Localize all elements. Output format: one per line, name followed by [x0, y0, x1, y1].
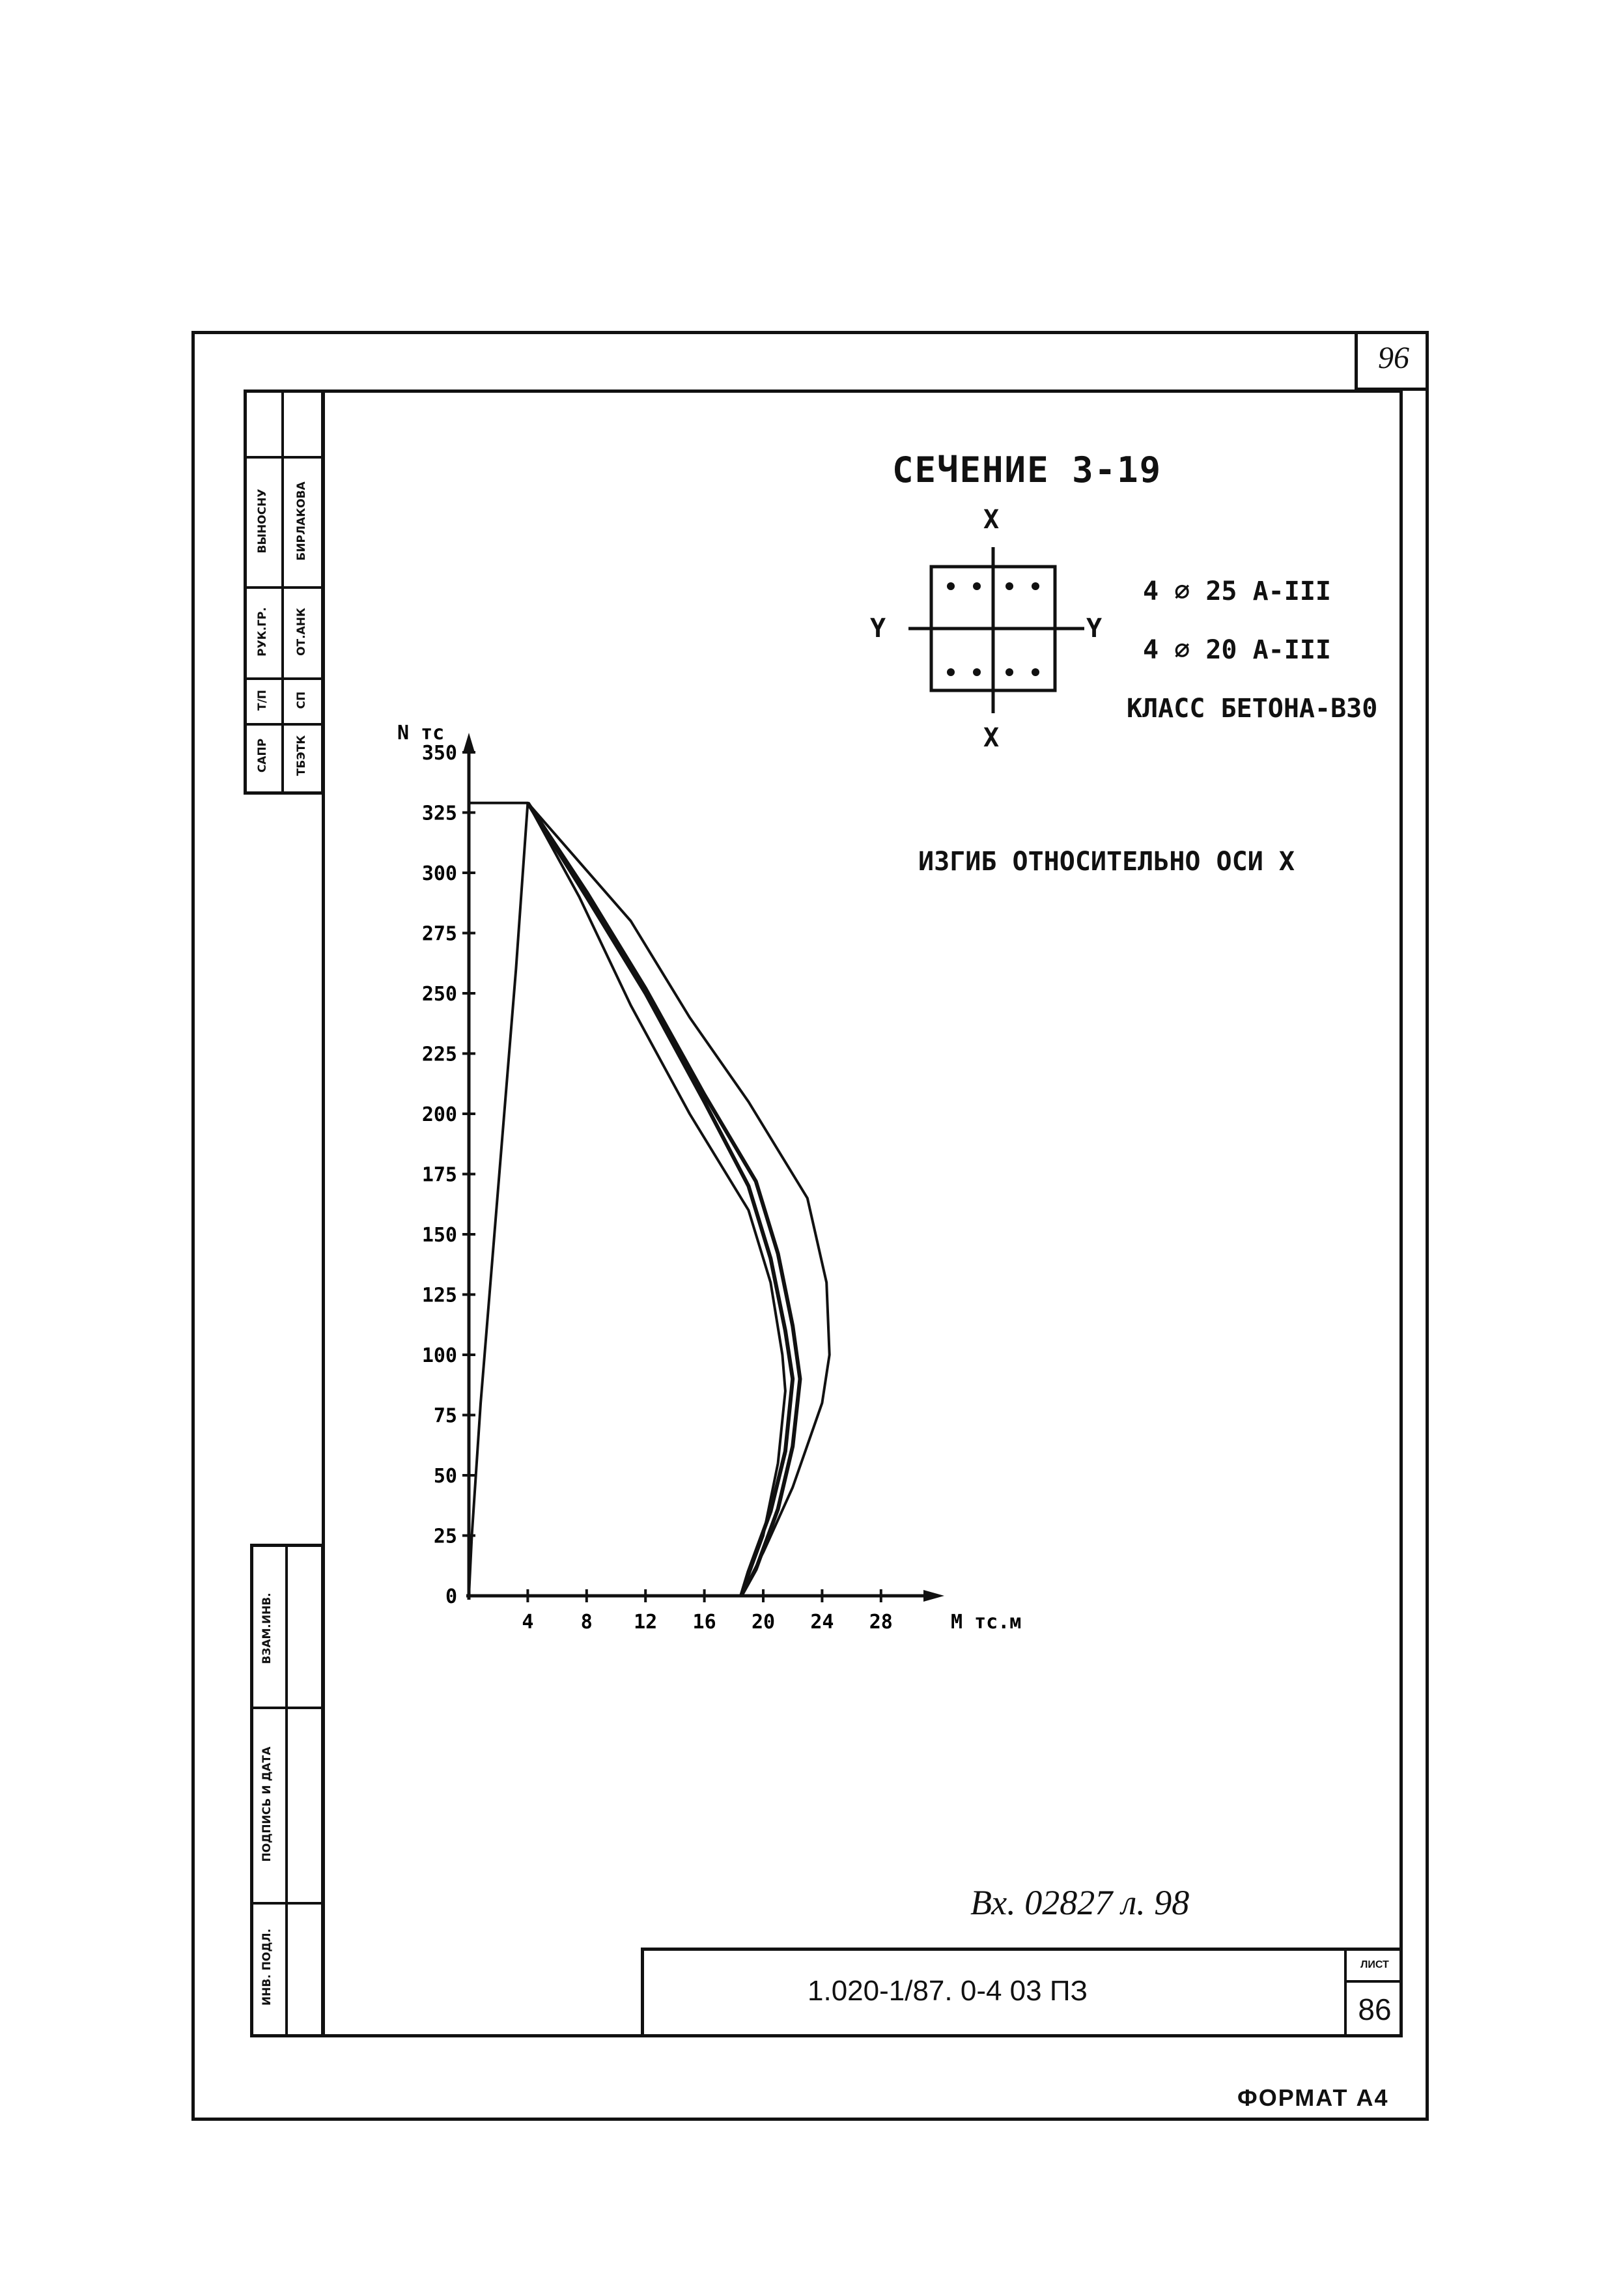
y-tick-label: 325: [421, 802, 457, 825]
axis-x-bottom-label: X: [983, 723, 1000, 753]
stamp-cell-birlakova: БИРЛАКОВА: [295, 481, 308, 561]
axis-y-right-label: Y: [1086, 614, 1103, 644]
handwritten-note: Вх. 02827 л. 98: [970, 1883, 1190, 1922]
y-axis-arrow: [463, 733, 475, 752]
x-axis-label: М тс.м: [951, 1611, 1022, 1634]
x-tick-label: 4: [522, 1611, 534, 1634]
stamp-cell-rukgr: РУК.ГР.: [256, 607, 269, 657]
x-axis-arrow: [923, 1590, 944, 1602]
y-tick-label: 225: [421, 1043, 457, 1066]
y-tick-label: 25: [433, 1525, 457, 1548]
interaction-chart: [365, 690, 1081, 1635]
y-tick-label: 175: [421, 1163, 457, 1187]
stamp-cell-tbetk: ТБЭТК: [295, 735, 308, 776]
stamp-cell-vynosnu: ВЫНОСНУ: [256, 489, 269, 554]
bending-note: ИЗГИБ ОТНОСИТЕЛЬНО ОСИ X: [918, 847, 1295, 877]
y-tick-label: 75: [433, 1404, 457, 1428]
y-axis-label: N тс: [397, 722, 445, 744]
y-tick-label: 150: [421, 1224, 457, 1247]
y-tick-label: 125: [421, 1284, 457, 1307]
stamp-vzam-inv: ВЗАМ.ИНВ.: [260, 1593, 274, 1664]
corner-number: 96: [1378, 341, 1409, 375]
stamp-cell-tp: Т/П: [256, 689, 269, 711]
stamp-cell-otank: ОТ.АНК: [295, 608, 308, 656]
series-line-1: [527, 803, 793, 1596]
format-label: ФОРМАТ А4: [1237, 2084, 1389, 2111]
axis-x-top-label: X: [983, 505, 1000, 535]
y-tick-label: 250: [421, 983, 457, 1006]
series-line-2: [527, 803, 800, 1596]
y-tick-label: 50: [433, 1465, 457, 1488]
section-title: СЕЧЕНИЕ 3-19: [892, 449, 1162, 490]
y-tick-label: 350: [421, 742, 457, 765]
sheet-number: 86: [1358, 1992, 1392, 2026]
concrete-class: КЛАСС БЕТОНА-В30: [1127, 694, 1378, 724]
x-tick-label: 24: [810, 1611, 834, 1634]
y-tick-label: 0: [445, 1585, 457, 1608]
stamp-podpis-data: ПОДПИСЬ И ДАТА: [260, 1746, 274, 1862]
x-tick-label: 20: [751, 1611, 776, 1634]
x-tick-label: 28: [869, 1611, 893, 1634]
document-code: 1.020-1/87. 0-4 03 ПЗ: [808, 1975, 1088, 2007]
x-tick-label: 12: [634, 1611, 658, 1634]
reinforcement-line-2: 4 ⌀ 20 А-III: [1143, 635, 1331, 665]
x-tick-label: 8: [580, 1611, 593, 1634]
y-tick-label: 200: [421, 1103, 457, 1126]
series-line-5: [469, 803, 527, 1596]
stamp-inv-podl: ИНВ. ПОДЛ.: [260, 1928, 274, 2006]
series-line-3: [527, 803, 785, 1596]
sheet-label: ЛИСТ: [1360, 1959, 1389, 1970]
y-tick-label: 100: [421, 1344, 457, 1367]
y-tick-label: 275: [421, 922, 457, 946]
x-tick-label: 16: [692, 1611, 716, 1634]
axis-y-left-label: Y: [870, 614, 886, 644]
reinforcement-line-1: 4 ⌀ 25 А-III: [1143, 576, 1331, 606]
stamp-cell-sapr: САПР: [256, 738, 269, 773]
y-tick-label: 300: [421, 862, 457, 885]
stamp-cell-sp: СП: [295, 691, 308, 709]
